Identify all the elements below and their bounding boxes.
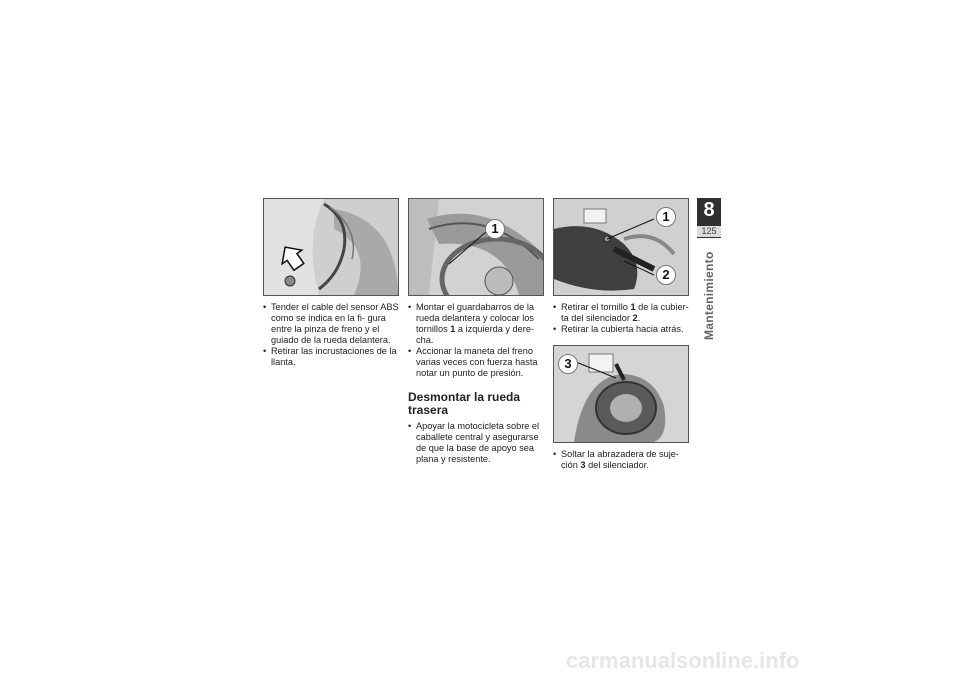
step-item: • Apoyar la motocicleta sobre el caballete central y asegurarse de que la base de apoyo sea plana y resistente. [408, 421, 544, 465]
section-heading: Desmontar la rueda trasera [408, 390, 521, 417]
step-list-2b [408, 421, 544, 465]
watermark-text: carmanualsonline.info [566, 648, 800, 673]
photo-brake-caliper [264, 199, 398, 295]
step-item: • Tender el cable del sensor ABS como se indica en la fi- gura entre la pinza de freno y el guiado de la rueda delantera. [263, 302, 399, 346]
column-3 [553, 198, 689, 471]
step-list-3 [553, 302, 689, 335]
step-item: • Retirar el tornillo 1 de la cubier- ta del silenciador 2. [553, 302, 689, 324]
step-list-3b [553, 449, 689, 471]
figure-abs-sensor-cable [263, 198, 399, 296]
step-list-1 [263, 302, 399, 368]
step-item: • Soltar la abrazadera de suje- ción 3 del silenciador. [553, 449, 689, 471]
step-list-2 [408, 302, 544, 379]
chapter-title: Mantenimiento [702, 251, 716, 340]
page-number: 125 [697, 226, 721, 237]
column-1 [263, 198, 399, 368]
step-item: • Accionar la maneta del freno varias veces con fuerza hasta notar un punto de presión. [408, 346, 544, 379]
callout-2: 2 [656, 265, 676, 285]
step-item: • Retirar las incrustaciones de la llanta. [263, 346, 399, 368]
figure-silencer-clamp [553, 345, 689, 443]
callout-3: 3 [558, 354, 578, 374]
figure-front-fender [408, 198, 544, 296]
step-item: • Montar el guardabarros de la rueda delantera y colocar los tornillos 1 a izquierda y dere- cha. [408, 302, 544, 346]
figure-silencer-cover [553, 198, 689, 296]
step-item: • Retirar la cubierta hacia atrás. [553, 324, 689, 335]
chapter-number: 8 [703, 199, 715, 221]
callout-1: 1 [656, 207, 676, 227]
column-2 [408, 198, 544, 465]
photo-front-wheel-fender [409, 199, 543, 295]
callout-1: 1 [485, 219, 505, 239]
